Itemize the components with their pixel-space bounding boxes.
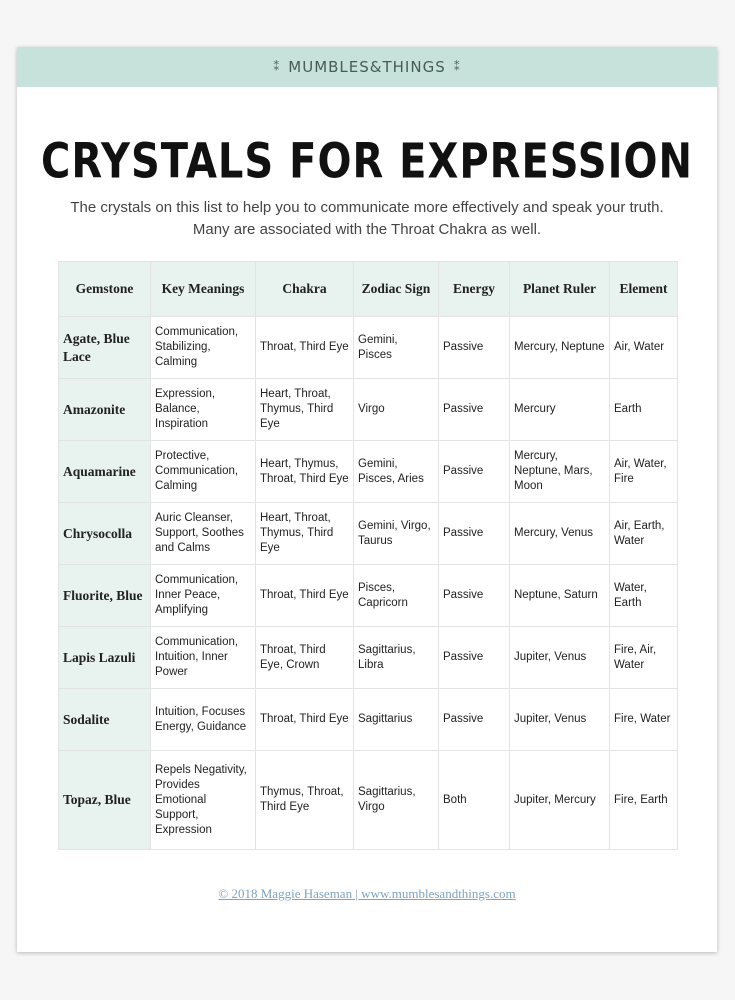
cell-gemstone: Lapis Lazuli <box>59 627 151 689</box>
cell-zodiac-sign: Pisces, Capricorn <box>354 565 439 627</box>
header-chakra: Chakra <box>256 262 354 317</box>
header-zodiac-sign: Zodiac Sign <box>354 262 439 317</box>
cell-planet-ruler: Neptune, Saturn <box>510 565 610 627</box>
cell-key-meanings: Intuition, Focuses Energy, Guidance <box>151 689 256 751</box>
cell-zodiac-sign: Gemini, Pisces, Aries <box>354 441 439 503</box>
page-title: CRYSTALS FOR EXPRESSION <box>41 134 693 190</box>
cell-element: Air, Water <box>610 317 678 379</box>
cell-energy: Passive <box>439 379 510 441</box>
cell-key-meanings: Auric Cleanser, Support, Soothes and Calms <box>151 503 256 565</box>
cell-energy: Passive <box>439 317 510 379</box>
cell-chakra: Throat, Third Eye <box>256 565 354 627</box>
header-planet-ruler: Planet Ruler <box>510 262 610 317</box>
cell-chakra: Heart, Throat, Thymus, Third Eye <box>256 379 354 441</box>
cell-chakra: Thymus, Throat, Third Eye <box>256 751 354 850</box>
cell-planet-ruler: Mercury, Neptune <box>510 317 610 379</box>
sparkle-left-icon: ⁑ <box>273 60 281 74</box>
table-row <box>59 565 678 627</box>
cell-element: Air, Water, Fire <box>610 441 678 503</box>
table-row <box>59 627 678 689</box>
table-row <box>59 317 678 379</box>
cell-element: Fire, Water <box>610 689 678 751</box>
cell-gemstone: Chrysocolla <box>59 503 151 565</box>
cell-gemstone: Amazonite <box>59 379 151 441</box>
cell-planet-ruler: Mercury <box>510 379 610 441</box>
cell-chakra: Heart, Thymus, Throat, Third Eye <box>256 441 354 503</box>
cell-key-meanings: Communication, Inner Peace, Amplifying <box>151 565 256 627</box>
cell-key-meanings: Protective, Communication, Calming <box>151 441 256 503</box>
table-row <box>59 751 678 850</box>
cell-chakra: Throat, Third Eye <box>256 689 354 751</box>
cell-element: Earth <box>610 379 678 441</box>
cell-key-meanings: Expression, Balance, Inspiration <box>151 379 256 441</box>
header-key-meanings: Key Meanings <box>151 262 256 317</box>
table-header-row <box>59 262 678 317</box>
cell-energy: Both <box>439 751 510 850</box>
cell-zodiac-sign: Virgo <box>354 379 439 441</box>
cell-planet-ruler: Jupiter, Venus <box>510 689 610 751</box>
document-page <box>17 47 717 952</box>
brand-logo-text[interactable]: MUMBLES&THINGS <box>288 58 446 76</box>
cell-gemstone: Sodalite <box>59 689 151 751</box>
subtitle-line-1: The crystals on this list to help you to communicate more effectively and speak your truth. <box>70 199 664 216</box>
table-row <box>59 503 678 565</box>
cell-key-meanings: Repels Negativity, Provides Emotional Support, Expression <box>151 751 256 850</box>
cell-zodiac-sign: Sagittarius <box>354 689 439 751</box>
sparkle-right-icon: ⁑ <box>453 60 461 74</box>
cell-key-meanings: Communication, Stabilizing, Calming <box>151 317 256 379</box>
brand-header <box>17 47 717 87</box>
cell-zodiac-sign: Gemini, Virgo, Taurus <box>354 503 439 565</box>
page-subtitle <box>47 197 687 241</box>
cell-element: Water, Earth <box>610 565 678 627</box>
cell-gemstone: Fluorite, Blue <box>59 565 151 627</box>
cell-key-meanings: Communication, Intuition, Inner Power <box>151 627 256 689</box>
cell-planet-ruler: Mercury, Neptune, Mars, Moon <box>510 441 610 503</box>
cell-chakra: Throat, Third Eye <box>256 317 354 379</box>
table-row <box>59 379 678 441</box>
cell-element: Fire, Earth <box>610 751 678 850</box>
cell-zodiac-sign: Sagittarius, Libra <box>354 627 439 689</box>
cell-element: Air, Earth, Water <box>610 503 678 565</box>
footer-copyright-link[interactable]: © 2018 Maggie Haseman | www.mumblesandthings.com <box>218 886 516 901</box>
cell-energy: Passive <box>439 441 510 503</box>
cell-element: Fire, Air, Water <box>610 627 678 689</box>
table-row <box>59 441 678 503</box>
header-element: Element <box>610 262 678 317</box>
header-energy: Energy <box>439 262 510 317</box>
cell-zodiac-sign: Gemini, Pisces <box>354 317 439 379</box>
subtitle-line-2: Many are associated with the Throat Chakra as well. <box>192 221 542 238</box>
cell-gemstone: Agate, Blue Lace <box>59 317 151 379</box>
cell-energy: Passive <box>439 627 510 689</box>
cell-planet-ruler: Mercury, Venus <box>510 503 610 565</box>
cell-planet-ruler: Jupiter, Venus <box>510 627 610 689</box>
cell-gemstone: Aquamarine <box>59 441 151 503</box>
cell-planet-ruler: Jupiter, Mercury <box>510 751 610 850</box>
cell-zodiac-sign: Sagittarius, Virgo <box>354 751 439 850</box>
cell-gemstone: Topaz, Blue <box>59 751 151 850</box>
cell-energy: Passive <box>439 565 510 627</box>
cell-energy: Passive <box>439 503 510 565</box>
table-row <box>59 689 678 751</box>
header-gemstone: Gemstone <box>59 262 151 317</box>
crystals-table <box>58 261 678 850</box>
cell-chakra: Heart, Throat, Thymus, Third Eye <box>256 503 354 565</box>
cell-energy: Passive <box>439 689 510 751</box>
cell-chakra: Throat, Third Eye, Crown <box>256 627 354 689</box>
